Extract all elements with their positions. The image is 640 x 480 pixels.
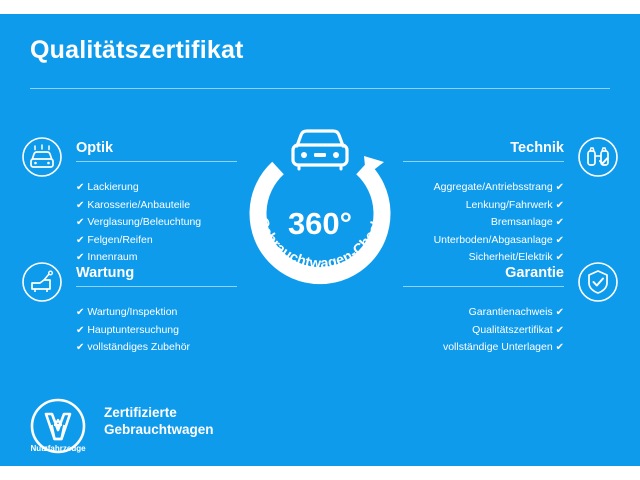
section-optik-list	[22, 179, 237, 267]
360-check-graphic	[238, 112, 402, 296]
list-item	[403, 214, 564, 232]
car-wash-icon	[22, 137, 62, 177]
list-item	[403, 179, 564, 197]
check-icon: ✔	[76, 199, 85, 211]
check-icon: ✔	[76, 182, 85, 193]
list-item-label: Bremsanlage	[490, 216, 553, 228]
list-item	[76, 232, 237, 250]
section-technik-divider	[403, 161, 564, 162]
section-garantie-header	[403, 262, 618, 292]
check-icon: ✔	[76, 342, 85, 353]
section-technik	[403, 137, 618, 267]
check-icon: ✔	[76, 252, 85, 263]
bottom-margin-band	[0, 466, 640, 480]
section-technik-list	[403, 179, 618, 267]
section-technik-title: Technik	[510, 140, 564, 156]
list-item-label: Qualitätszertifikat	[472, 323, 553, 336]
check-icon: ✔	[76, 217, 85, 228]
list-item	[76, 322, 237, 340]
list-item	[403, 232, 564, 250]
list-item	[76, 179, 237, 197]
list-item	[403, 197, 564, 215]
section-garantie	[403, 262, 618, 357]
section-wartung-divider	[76, 286, 237, 287]
check-icon: ✔	[555, 234, 564, 246]
list-item	[76, 304, 237, 322]
list-item	[76, 197, 237, 215]
list-item-label: Wartung/Inspektion	[87, 306, 178, 318]
footer-line-1: Zertifizierte	[104, 405, 177, 420]
list-item-label: Unterboden/Abgasanlage	[433, 233, 553, 246]
list-item-label: Lenkung/Fahrwerk	[465, 198, 553, 211]
section-optik	[22, 137, 237, 267]
section-optik-header	[22, 137, 237, 167]
list-item-label: Garantienachweis	[468, 306, 553, 318]
footer-line-2: Gebrauchtwagen	[104, 422, 214, 437]
section-optik-title: Optik	[76, 140, 114, 156]
list-item-label: Aggregate/Antriebsstrang	[433, 181, 553, 193]
section-wartung-list	[22, 304, 237, 357]
list-item-label: Lackierung	[87, 181, 139, 193]
check-icon: ✔	[555, 252, 564, 263]
vw-logo-caption: Nutzfahrzeuge	[30, 444, 86, 453]
degrees-label: 360°	[287, 206, 353, 241]
check-icon: ✔	[555, 199, 564, 211]
check-icon: ✔	[555, 307, 564, 318]
top-margin-band	[0, 0, 640, 14]
check-icon: ✔	[555, 342, 564, 353]
list-item	[76, 339, 237, 357]
list-item-label: Innenraum	[87, 251, 138, 263]
section-garantie-list	[403, 304, 618, 357]
check-icon: ✔	[76, 324, 85, 336]
page-title: Qualitätszertifikat	[30, 36, 244, 64]
title-divider	[30, 88, 610, 89]
list-item-label: Karosserie/Anbauteile	[87, 198, 191, 211]
section-technik-header	[403, 137, 618, 167]
check-icon: ✔	[555, 217, 564, 228]
check-icon: ✔	[555, 324, 564, 336]
list-item-label: vollständige Unterlagen	[442, 341, 553, 353]
section-wartung-title: Wartung	[76, 265, 135, 281]
section-wartung	[22, 262, 237, 357]
footer-text	[104, 404, 214, 438]
arc-label	[238, 112, 402, 296]
list-item-label: Verglasung/Beleuchtung	[87, 216, 202, 228]
section-garantie-title: Garantie	[505, 265, 564, 281]
section-wartung-header	[22, 262, 237, 292]
list-item	[403, 339, 564, 357]
binoculars-check-icon	[578, 137, 618, 177]
check-icon: ✔	[76, 234, 85, 246]
check-icon: ✔	[555, 182, 564, 193]
section-garantie-divider	[403, 286, 564, 287]
list-item-label: vollständiges Zubehör	[87, 341, 191, 353]
shield-check-icon	[578, 262, 618, 302]
list-item	[403, 304, 564, 322]
svg-text:Gebrauchtwagen-Check: Gebrauchtwagen-Check	[253, 215, 387, 273]
list-item	[76, 214, 237, 232]
check-icon: ✔	[76, 307, 85, 318]
list-item-label: Hauptuntersuchung	[87, 323, 179, 336]
list-item-label: Felgen/Reifen	[87, 233, 153, 246]
section-optik-divider	[76, 161, 237, 162]
oil-can-icon	[22, 262, 62, 302]
list-item-label: Sicherheit/Elektrik	[468, 251, 553, 263]
list-item	[403, 322, 564, 340]
